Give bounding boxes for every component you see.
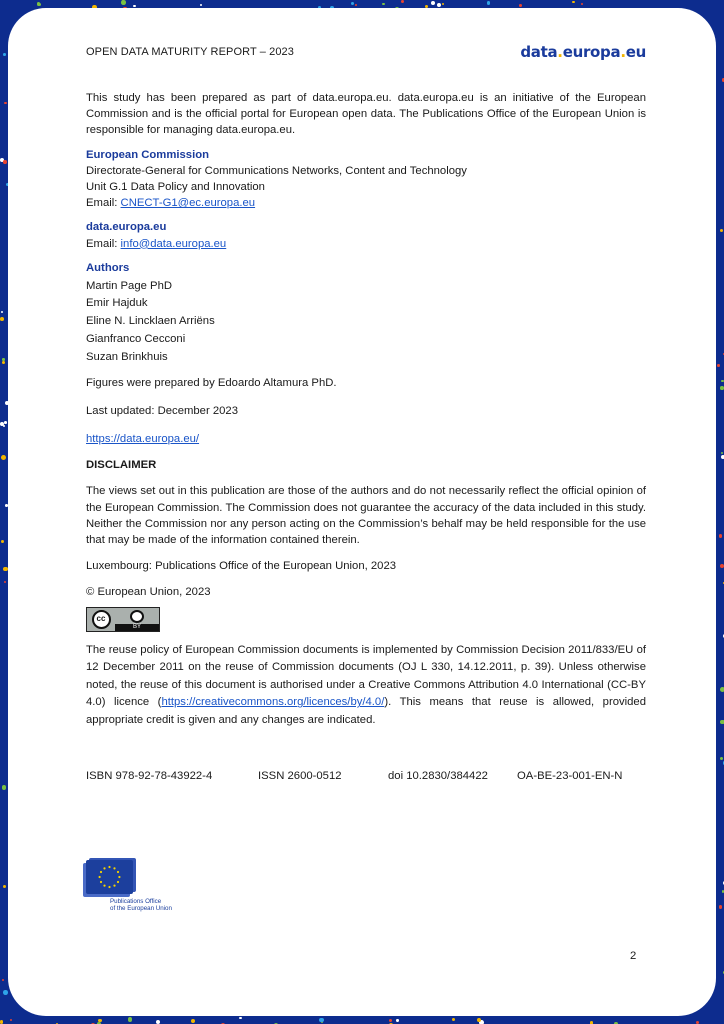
frame-dot [3, 160, 6, 163]
frame-dot [319, 1018, 324, 1023]
portal-url-link[interactable]: https://data.europa.eu/ [86, 433, 200, 446]
frame-dot [437, 3, 441, 7]
frame-dot [191, 1019, 195, 1023]
frame-dot [721, 455, 724, 460]
frame-dot [2, 979, 4, 981]
authors-block [86, 260, 646, 367]
figures-note: Figures were prepared by Edoardo Altamura PhD. [86, 376, 337, 389]
frame-dot [389, 1019, 392, 1022]
frame-dot [401, 0, 404, 3]
by-label: BY [115, 624, 159, 631]
frame-dot [721, 452, 723, 454]
frame-dot [2, 785, 7, 790]
frame-dot [1, 455, 6, 460]
frame-dot [10, 1019, 12, 1021]
frame-dot [487, 1, 491, 5]
frame-dot [0, 1020, 3, 1023]
disclaimer-heading: DISCLAIMER [86, 459, 157, 472]
frame-dot [719, 534, 723, 538]
frame-dot [431, 1, 435, 5]
frame-dot [717, 364, 720, 367]
reuse-paragraph: The reuse policy of European Commission documents is implemented by Commission Decision 2011/833/EU of 12 December 2011 on the reuse of Commission documents (OJ L 330, 14.12.2011, p. 39). Unless otherwise noted, the reuse of this document is authorised under a Creative Commons Attribution 4.0 International (CC-BY 4.0) licence (https://creativecommons.org/licences/by/4.0/). This means that reuse is allowed, provided appropriate credit is given and any changes are indicated. [86, 643, 647, 727]
frame-dot [121, 0, 126, 5]
frame-dot [720, 564, 724, 568]
report-title: OPEN DATA MATURITY REPORT – 2023 [86, 45, 294, 58]
disclaimer-text: The views set out in this publication are those of the authors and do not necessarily reflect the official opinion of the European Commission. The Commission does not guarantee the accuracy of the data included in this study. Neither the Commission nor any person acting on the Commission’s behalf may be held responsible for the use that may be made of the information contained therein. [86, 485, 646, 547]
frame-dot [4, 581, 6, 583]
frame-dot [156, 1020, 160, 1024]
frame-dot [4, 421, 7, 424]
frame-dot [720, 687, 724, 692]
frame-dot [351, 2, 354, 5]
isbn: ISBN 978-92-78-43922-4 [86, 769, 213, 782]
frame-dot [720, 386, 724, 390]
commission-email-line: Email: CNECT-G1@ec.europa.eu [86, 197, 256, 210]
author-name: Eline N. Lincklaen Arriëns [86, 315, 215, 328]
catalogue-number: OA-BE-23-001-EN-N [517, 769, 623, 782]
authors-heading: Authors [86, 261, 130, 274]
frame-dot [719, 905, 722, 908]
portal-contact [86, 219, 646, 251]
commission-email-link[interactable]: CNECT-G1@ec.europa.eu [120, 197, 256, 210]
unit-line: Unit G.1 Data Policy and Innovation [86, 181, 265, 194]
author-name: Gianfranco Cecconi [86, 333, 186, 346]
frame-dot [133, 5, 136, 8]
portal-heading: data.europa.eu [86, 221, 167, 234]
frame-dot [2, 361, 5, 364]
publications-office-label: Publications Office of the European Union [110, 898, 172, 912]
frame-dot [720, 720, 724, 724]
copyright-line: © European Union, 2023 [86, 586, 211, 599]
commission-contact [86, 147, 646, 212]
frame-dot [3, 885, 6, 888]
publications-office-logo [86, 860, 172, 912]
frame-dot [239, 1017, 241, 1019]
frame-dot [442, 3, 444, 5]
doi: doi 10.2830/384422 [388, 769, 488, 782]
frame-dot [720, 757, 723, 760]
portal-email-link[interactable]: info@data.europa.eu [120, 237, 227, 250]
document-page [8, 8, 716, 1016]
attribution-icon [130, 610, 144, 623]
frame-dot [4, 102, 6, 104]
frame-dot [452, 1018, 455, 1021]
commission-heading: European Commission [86, 148, 210, 161]
frame-dot [128, 1017, 133, 1022]
frame-dot [1, 311, 3, 313]
frame-dot [355, 4, 357, 6]
author-name: Suzan Brinkhuis [86, 350, 168, 363]
data-europa-logo: data.europa.eu [520, 42, 646, 61]
author-name: Emir Hajduk [86, 297, 148, 310]
frame-dot [519, 4, 522, 7]
frame-dot [200, 4, 202, 6]
frame-dot [3, 990, 8, 995]
cc-licence-link[interactable]: https://creativecommons.org/licences/by/4.0/ [161, 696, 385, 709]
page-header [86, 44, 646, 60]
eu-flag-icon [86, 860, 133, 894]
frame-dot [382, 3, 384, 5]
portal-email-line: Email: info@data.europa.eu [86, 237, 227, 250]
directorate-line: Directorate-General for Communications Networks, Content and Technology [86, 164, 467, 177]
cc-icon: cc [92, 610, 111, 629]
frame-dot [1, 540, 4, 543]
frame-dot [3, 53, 6, 56]
author-name: Martin Page PhD [86, 279, 173, 292]
last-updated: Last updated: December 2023 [86, 404, 238, 417]
frame-dot [720, 229, 723, 232]
identifiers-row [86, 768, 646, 784]
publisher-line: Luxembourg: Publications Office of the European Union, 2023 [86, 560, 397, 573]
page-number: 2 [630, 950, 637, 962]
issn: ISSN 2600-0512 [258, 769, 342, 782]
frame-dot [572, 1, 574, 3]
portal-url-line [86, 431, 646, 447]
frame-dot [0, 317, 4, 321]
frame-dot [396, 1019, 398, 1021]
cc-by-badge [86, 607, 160, 632]
intro-paragraph: This study has been prepared as part of data.europa.eu. data.europa.eu is an initiative of the European Commission and is the official portal for European open data. The Publications Office of the European Union is responsible for managing data.europa.eu. [86, 92, 646, 137]
frame-dot [3, 425, 5, 427]
page-content [86, 44, 646, 784]
frame-dot [581, 3, 583, 5]
